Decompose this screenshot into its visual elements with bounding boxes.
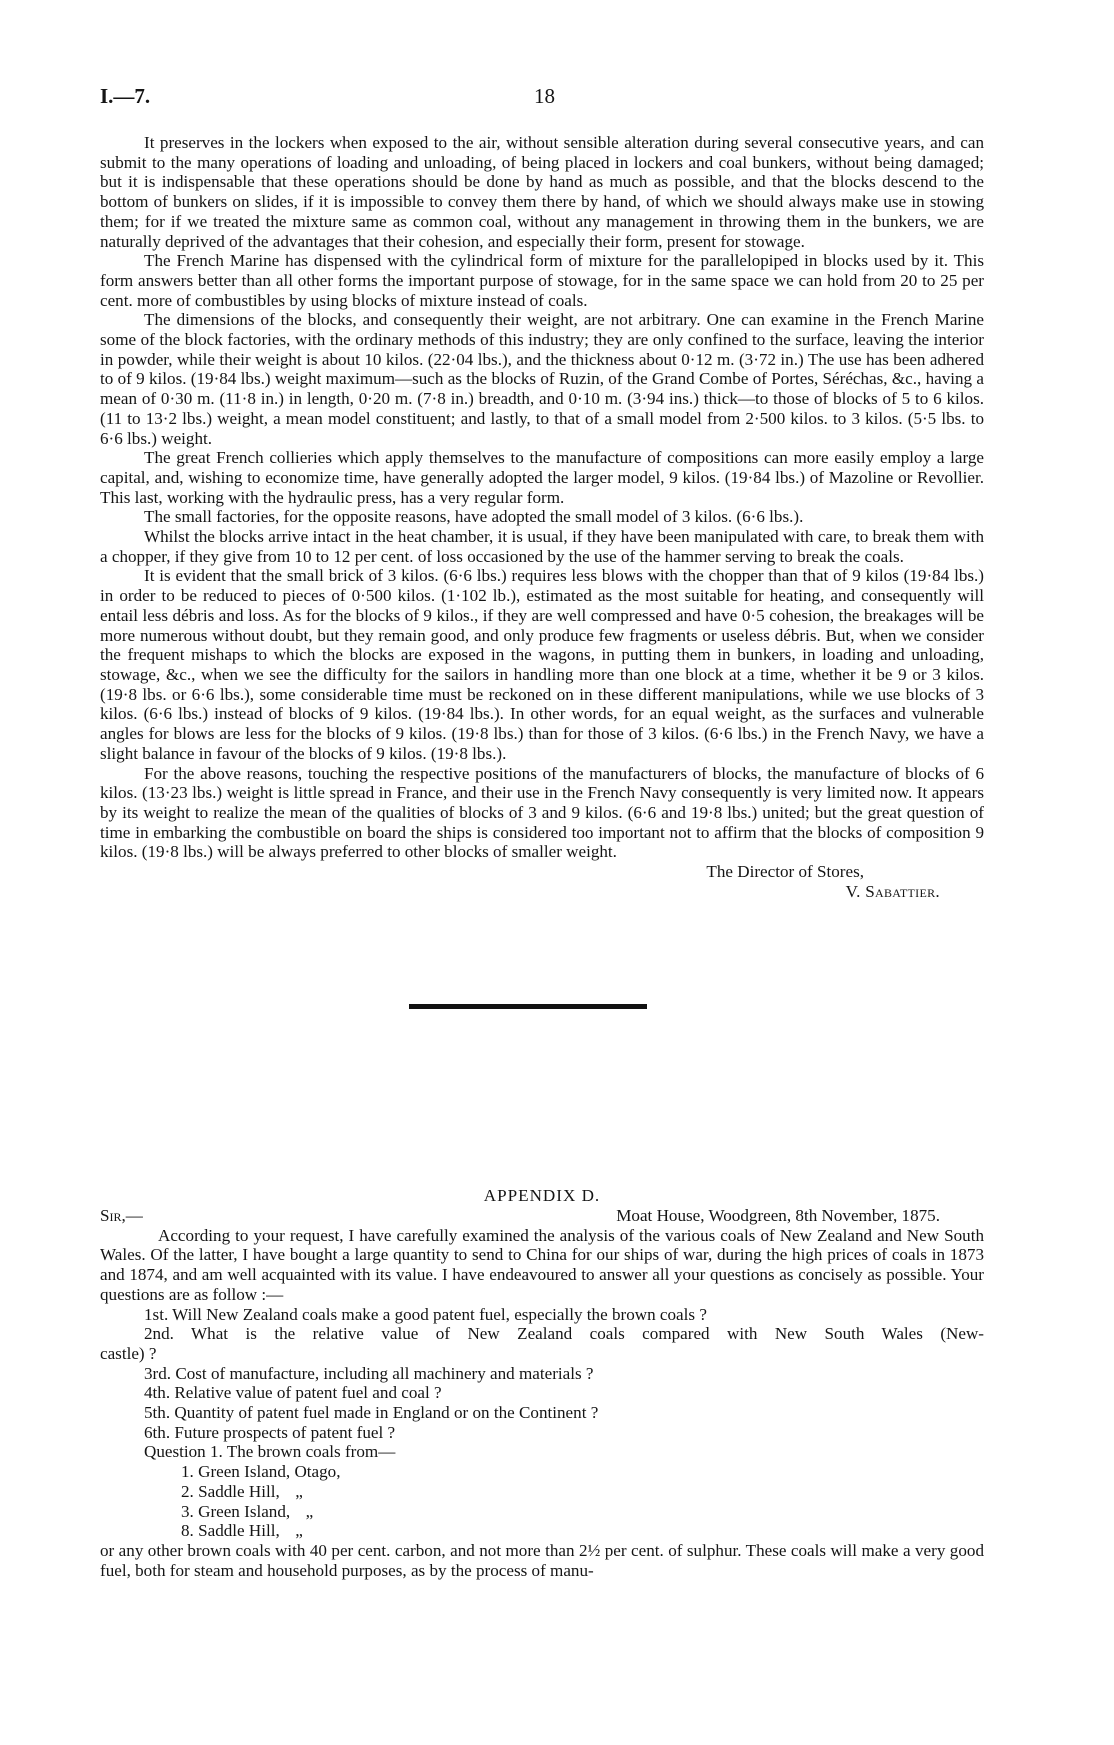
paragraph: The great French collieries which apply themselves to the manufacture of compositions can more easily employ a large capital, and, wishing to economize time, have generally adopted the larger model, 9 kilos. (19·84 lbs.) of Mazoline or Revollier. This last, working with the hydraulic press, has a very regular form. <box>100 448 984 507</box>
ditto-mark: „ <box>295 1521 303 1541</box>
signature-name: V. Sabattier. <box>845 881 940 901</box>
question-2-continued: castle) ? <box>100 1343 157 1363</box>
question-4: 4th. Relative value of patent fuel and coal ? <box>144 1383 442 1403</box>
report-body <box>100 133 984 901</box>
page-number: 18 <box>534 84 555 108</box>
paragraph: For the above reasons, touching the respective positions of the manufacturers of blocks, the manufacture of blocks of 6 kilos. (13·23 lbs.) weight is little spread in France, and their use in the French Navy consequently is very limited now. It appears by its weight to realize the mean of the qualities of blocks of 3 and 9 kilos. (6·6 and 19·8 lbs.) united; but the great question of time in embarking the combustible on board the ships is considered too important not to affirm that the blocks of composition 9 kilos. (19·8 lbs.) will be always preferred to other blocks of smaller weight. <box>100 763 984 862</box>
appendix-section <box>100 1186 984 1580</box>
ditto-mark: „ <box>305 1501 314 1521</box>
page-header <box>100 84 984 114</box>
question-3: 3rd. Cost of manufacture, including all machinery and materials ? <box>144 1363 594 1383</box>
signature-title: The Director of Stores, <box>706 862 864 882</box>
ditto-mark: „ <box>295 1481 303 1501</box>
paragraph: The French Marine has dispensed with the cylindrical form of mixture for the parallelopiped in blocks used by it. This form answers better than all other forms the important purpose of stowage, for in the same space we can hold from 20 to 25 per cent. more of combustibles by using blocks of mixture instead of coals. <box>100 251 984 310</box>
question-6: 6th. Future prospects of patent fuel ? <box>144 1422 396 1442</box>
question-5: 5th. Quantity of patent fuel made in England or on the Continent ? <box>144 1403 599 1423</box>
location-label: 1. Green Island, Otago, <box>181 1462 341 1482</box>
location-item <box>100 1521 984 1541</box>
salutation-line <box>100 1206 984 1226</box>
closing-paragraph: or any other brown coals with 40 per cent. carbon, and not more than 2½ per cent. of sulphur. These coals will make a very good fuel, both for steam and household purposes, as by the process of manu- <box>100 1540 984 1580</box>
location-label: 2. Saddle Hill, <box>181 1481 280 1501</box>
address-date: Moat House, Woodgreen, 8th November, 1875. <box>616 1205 940 1225</box>
salutation: Sir,— <box>100 1205 143 1225</box>
answer-heading: Question 1. The brown coals from— <box>144 1442 396 1462</box>
paragraph: The dimensions of the blocks, and consequently their weight, are not arbitrary. One can examine in the French Marine some of the block factories, with the ordinary methods of this industry; they are only confined to the surface, leaving the interior in powder, while their weight is about 10 kilos. (22·04 lbs.), and the thickness about 0·12 m. (3·72 in.) The use has been adhered to of 9 kilos. (19·84 lbs.) weight maximum—such as the blocks of Ruzin, of the Grand Combe of Portes, Séréchas, &c., having a mean of 0·30 m. (11·8 in.) in length, 0·20 m. (7·8 in.) breadth, and 0·10 m. (3·94 ins.) thick—to those of blocks of 5 to 6 kilos. (11 to 13·2 lbs.) weight, a mean model constituent; and lastly, to that of a small model from 2·500 kilos. to 3 kilos. (5·5 lbs. to 6·6 lbs.) weight. <box>100 310 984 448</box>
location-label: 3. Green Island, <box>181 1501 291 1521</box>
section-divider <box>409 1004 647 1009</box>
location-label: 8. Saddle Hill, <box>181 1521 280 1541</box>
parliamentary-reference: I.—7. <box>100 84 151 108</box>
intro-paragraph: According to your request, I have carefully examined the analysis of the various coals of New Zealand and New South Wales. Of the latter, I have bought a large quantity to send to China for our ships of war, during the high prices of coals in 1873 and 1874, and am well acquainted with its value. I have endeavoured to answer all your questions as concisely as possible. Your questions are as follow :— <box>100 1225 984 1304</box>
paragraph: Whilst the blocks arrive intact in the heat chamber, it is usual, if they have been manipulated with care, to break them with a chopper, if they give from 10 to 12 per cent. of loss occasioned by the use of the hammer serving to break the coals. <box>100 527 984 566</box>
paragraph: It preserves in the lockers when exposed to the air, without sensible alteration during several consecutive years, and can submit to the many operations of loading and unloading, of being placed in lockers and coal bunkers, without being damaged; but it is indispensable that these operations should be done by hand as much as possible, and that the blocks descend to the bottom of bunkers on slides, if it is impossible to convey them there by hand, of which we should always make use in stowing them; for if we treated the mixture same as common coal, without any management in throwing them in the bunkers, we are naturally deprived of the advantages that their cohesion, and especially their form, present for stowage. <box>100 133 984 251</box>
question-1: 1st. Will New Zealand coals make a good patent fuel, especially the brown coals ? <box>144 1304 707 1324</box>
location-item <box>100 1462 984 1482</box>
location-item <box>100 1502 984 1522</box>
question-2: 2nd. What is the relative value of New Zealand coals compared with New South Wales (New- <box>144 1324 984 1344</box>
paragraph: The small factories, for the opposite reasons, have adopted the small model of 3 kilos. (6·6 lbs.). <box>144 507 804 527</box>
location-item <box>100 1482 984 1502</box>
appendix-title: APPENDIX D. <box>483 1186 601 1205</box>
paragraph: It is evident that the small brick of 3 kilos. (6·6 lbs.) requires less blows with the chopper than that of 9 kilos (19·84 lbs.) in order to be reduced to pieces of 0·500 kilos. (1·102 lb.), estimated as the most suitable for heating, and consequently will entail less débris and loss. As for the blocks of 9 kilos., if they are well compressed and have 0·5 cohesion, the breakages will be more numerous without doubt, but they remain good, and only produce few fragments or useless débris. But, when we consider the frequent mishaps to which the blocks are exposed in the wagons, in putting them in bunkers, in loading and unloading, stowage, &c., when we see the difficulty for the sailors in handling more than one block at a time, whether it be 9 or 3 kilos. (19·8 lbs. or 6·6 lbs.), some considerable time must be reckoned on in these different manipulations, while we use blocks of 3 kilos. (6·6 lbs.) instead of blocks of 9 kilos. (19·84 lbs.). In other words, for an equal weight, as the surfaces and vulnerable angles for blows are less for the blocks of 9 kilos. (19·8 lbs.) than for those of 3 kilos. (6·6 lbs.) in the French Navy, we have a slight balance in favour of the blocks of 9 kilos. (19·8 lbs.). <box>100 566 984 763</box>
